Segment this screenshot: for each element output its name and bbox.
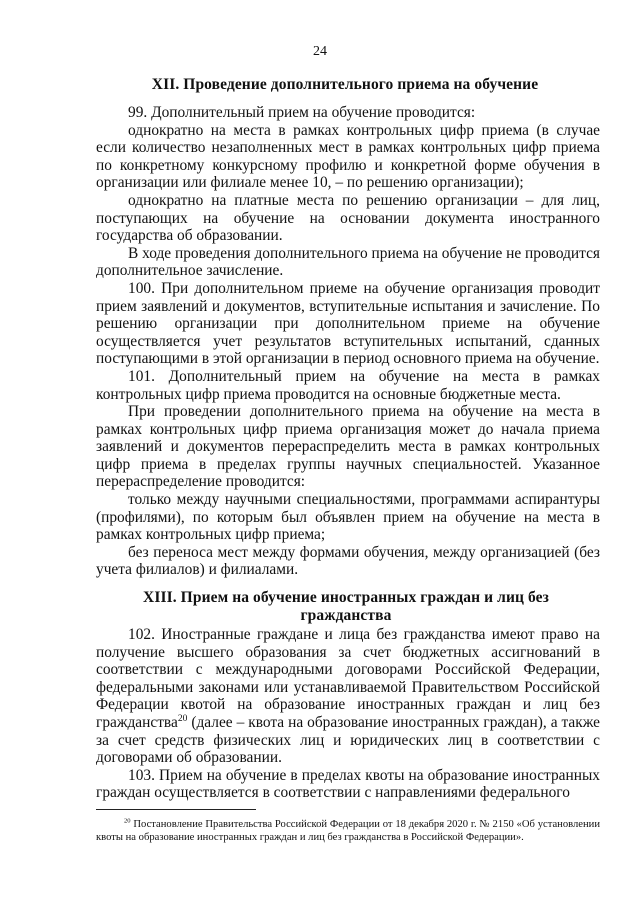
paragraph-101-item-1: только между научными специальностями, программами аспирантуры (профилями), по которым был объявлен прием на обучение на места в рамках контрольных цифр приема; xyxy=(96,491,600,544)
paragraph-103: 103. Прием на обучение в пределах квоты на образование иностранных граждан осуществляется в соответствии с направлениями федерального xyxy=(96,766,600,802)
paragraph-99-item-2: однократно на платные места по решению организации – для лиц, поступающих на обучение на основании документа иностранного государства об образовании. xyxy=(96,191,600,245)
page-number: 24 xyxy=(313,44,327,59)
paragraph-100: 100. При дополнительном приеме на обучение организация проводит прием заявлений и документов, вступительные испытания и зачисление. По решению организации при дополнительном приеме на обучение осуществляется учет результатов вступительных испытаний, сданных поступающими в этой организации в период основного приема на обучение. xyxy=(96,279,600,368)
footnote-text: Постановление Правительства Российской Федерации от 18 декабря 2020 г. № 2150 «Об установлении квоты на образование иностранных граждан и лиц без гражданства в Российской Федерации». xyxy=(96,819,600,843)
paragraph-99: 99. Дополнительный прием на обучение проводится: xyxy=(128,104,476,121)
paragraph-101-redistribution: При проведении дополнительного приема на обучение на места в рамках контрольных цифр приема организация может до начала приема заявлений и документов перераспределить места в рамках контрольных цифр приема в пределах группы научных специальностей. Указанное перераспределение проводится: xyxy=(96,403,600,491)
paragraph-99-item-1: однократно на места в рамках контрольных цифр приема (в случае если количество незаполненных мест в рамках контрольных цифр приема по конкретному конкурсному профилю и конкретной форме обучения в организации или филиале менее 10, – по решению организации); xyxy=(96,121,600,192)
footnote xyxy=(96,818,600,844)
section-12-body xyxy=(96,104,600,579)
footnote-number: 20 xyxy=(124,817,131,825)
paragraph-102 xyxy=(96,626,600,767)
footnote-reference: 20 xyxy=(177,712,188,724)
paragraph-102-text-continued: (далее – квота на образование иностранных граждан), а также за счет средств физических лиц и юридических лиц в соответствии с договорами об образовании. xyxy=(96,713,600,767)
section-13-heading: XIII. Прием на обучение иностранных граждан и лиц без гражданства xyxy=(143,589,549,624)
footnote-divider xyxy=(96,809,256,810)
section-12-heading: XII. Проведение дополнительного приема на обучение xyxy=(151,76,539,93)
paragraph-101: 101. Дополнительный прием на обучение на места в рамках контрольных цифр приема проводится на основные бюджетные места. xyxy=(96,367,600,403)
paragraph-102-text: 102. Иностранные граждане и лица без гражданства имеют право на получение высшего образования за счет бюджетных ассигнований в соответствии с международными договорами Российской Федерации, федеральными законами или устанавливаемой Правительством Российской Федерации квотой на образование иностранных граждан и лиц без гражданства xyxy=(96,626,600,731)
paragraph-99-note: В ходе проведения дополнительного приема на обучение не проводится дополнительное зачисление. xyxy=(96,244,600,280)
paragraph-101-item-2: без переноса мест между формами обучения, между организацией (без учета филиалов) и филиалами. xyxy=(96,543,600,579)
section-13-body xyxy=(96,626,600,802)
